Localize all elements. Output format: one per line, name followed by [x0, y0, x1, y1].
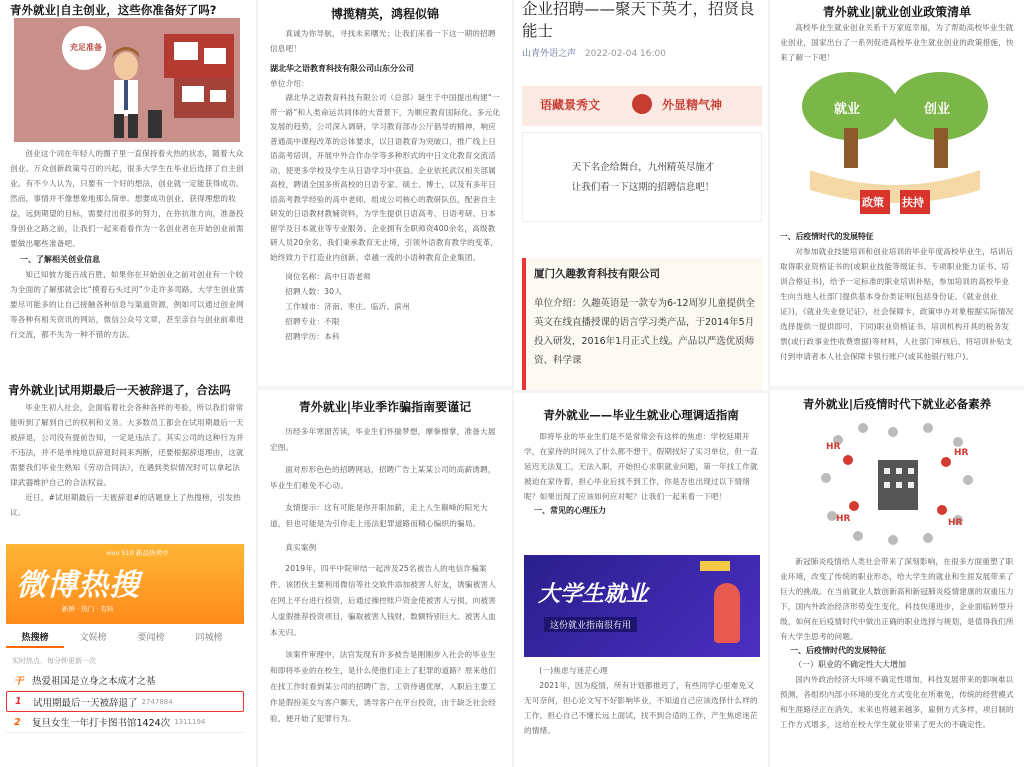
- emblem-icon: [632, 94, 652, 114]
- article-paragraph: 近日，#试用期最后一天被辞退#的话题登上了热搜榜，引发热议。: [10, 493, 241, 517]
- job-title: 岗位名称：高中日语老师: [285, 272, 371, 281]
- banner-right: 外显精气神: [662, 98, 723, 112]
- slogan-banner: [522, 86, 762, 126]
- hr-label: HR: [948, 518, 963, 528]
- banner-title: 大学生就业: [538, 582, 649, 607]
- job-major: 招聘专业：不限: [285, 317, 340, 326]
- company-name: 厦门久趣教育科技有限公司: [534, 268, 660, 280]
- rank-number: 2: [14, 716, 21, 728]
- section-heading: 一、后疫情时代的发展特征: [780, 232, 874, 241]
- policy-trees-illustration: [790, 66, 1000, 226]
- hot-search-text: 复旦女生一年打卡图书馆1424次: [32, 718, 171, 729]
- article-psychology: [514, 393, 768, 767]
- hot-search-text: 热爱祖国是立身之本成才之基: [32, 676, 156, 687]
- weibo-hot-search-screenshot: [6, 544, 244, 767]
- rank-number: 干: [14, 676, 24, 687]
- tree-label: 创业: [924, 102, 951, 117]
- article-policy-list: [770, 0, 1024, 386]
- hot-search-tabs: [6, 630, 244, 648]
- article-title[interactable]: 青外就业|自主创业，这些你准备好了吗?: [10, 3, 217, 17]
- tree-label: 就业: [834, 102, 861, 117]
- article-title[interactable]: 企业招聘——聚天下英才，招贤良能士: [522, 0, 755, 40]
- source-account[interactable]: 山青外语之声: [522, 49, 577, 59]
- hot-search-item[interactable]: [6, 670, 244, 691]
- article-scam-guide: [258, 390, 512, 767]
- lamp-icon: [700, 561, 730, 571]
- badge-label: 政策: [862, 196, 884, 209]
- case-heading: 真实案例: [285, 543, 317, 552]
- job-count: 招聘人数：30人: [285, 287, 343, 296]
- hr-network-illustration: [818, 420, 978, 548]
- section-heading: 一、常见的心理压力: [534, 506, 606, 515]
- weibo-banner: [6, 544, 244, 624]
- article-paragraph: 对参加就业技能培训和创业培训的毕业年度高校毕业生，培训后取得职业资格证书的(或职业技能等级证书、专项职业能力证书、培训合格证书)，给予一定标准的职业培训补贴，参加培训的高校毕业生向当地人社部门提供基本身份类证明(包括身份证、《就业创业证》)，《就业失业登记证》，社会保障卡，政策申办对象根据实际情况选择提供一提供即可，下同)职业资格证书，培训机构开具的税务发票(或行政事业性收费票据)等材料，人社部门审核后，将培训补贴支付到申请者本人社会保障卡银行账户(或其他银行账户)。: [780, 247, 1014, 361]
- article-title[interactable]: 博揽精英，鸿程似锦: [330, 7, 439, 21]
- article-paragraph: 新冠肺炎疫情给人类社会带来了深刻影响，在很多方面重塑了职业环境，改变了传统的职业形态，给大学生的就业和生涯发展带来了巨大的挑战。在当前就业人数创新高和新冠肺炎疫情建康的双重压力下，国内外政治经济形势变生变化，科技快速进步，企业面临转型升级，如何在后疫情时代中做出正确的职业选择与规划，是值得我们所有大学生思考的问题。: [780, 557, 1014, 641]
- hot-search-count: 1311194: [174, 718, 206, 726]
- weibo-tagline: 新鲜 · 热门 · 有料: [62, 605, 114, 613]
- article-title[interactable]: 青外就业|试用期最后一天被辞退了，合法吗: [8, 383, 231, 397]
- section-subheading: (一)焦虑与迷茫心理: [539, 666, 608, 675]
- section-heading: 一、了解相关创业信息: [20, 255, 100, 264]
- tab-hot[interactable]: 热搜榜: [6, 630, 64, 648]
- hr-label: HR: [836, 514, 851, 524]
- article-probation: [0, 380, 256, 767]
- hot-search-item[interactable]: [6, 712, 244, 733]
- article-paragraph: 即将毕业的毕业生们是不是常常会有这样的焦虑：学校延期开学，在家待的时间久了什么都不想干，假期找好了实习单位，但一直延迟无法复工，无法入职，开始担心求职就业问题，第一年找工作就被迫在家待着，担心毕业后找不到工作，你是否也出现过以下情绪呢？如果出现了应该如何应对呢？让我们一起来看一下吧！: [524, 432, 758, 501]
- ad-text: vivo S10 新品热卖中: [106, 549, 169, 557]
- hr-label: HR: [826, 442, 841, 452]
- article-entrepreneurship: [0, 0, 256, 380]
- hot-search-count: 2747884: [141, 697, 173, 706]
- article-paragraph: 2021年，因为疫情，所有计划都推迟了，有些同学心里难免又无可奈何，担心论文写不好影响毕业，不知道自己应该选择什么样的工作，担心自己不懂长远上面试，找不到合适的工作，产生焦虑迷茫的情绪。: [524, 681, 758, 735]
- banner-subtitle: 这份就业指南很有用: [544, 617, 637, 632]
- article-paragraph: 该案件审理中，法官发现有许多被告是刚刚步入社会的毕业生和即将毕业的在校生，是什么使他们走上了犯罪的道路？原来他们在找工作时看到某公司的招聘广告，工资待遇优厚，入职后主要工作是假扮美女与客户聊天，诱导客户在平台投资，由于缺乏社会经验，便开始了犯罪行为。: [270, 650, 497, 723]
- article-title[interactable]: 青外就业|就业创业政策清单: [822, 5, 972, 19]
- job-degree: 招聘学历：本科: [285, 332, 340, 341]
- slogan-line: 让我们看一下这期的招聘信息吧！: [571, 182, 715, 193]
- article-intro: 高校毕业生就业创业关系千万家庭幸福，为了帮助高校毕业生就业创业，国家出台了一系列促进高校毕业生就业创业的政策措施，快来了解一下吧！: [780, 23, 1014, 62]
- badge-label: 扶持: [902, 196, 924, 209]
- hr-label: HR: [954, 448, 969, 458]
- tab-news[interactable]: 要闻榜: [137, 633, 165, 643]
- section-subheading: （一）职业的不确定性大大增加: [794, 660, 906, 669]
- article-paragraph: 历经多年寒窗苦读，毕业生们怀揣梦想，摩拳擦掌，准备大展宏图。: [270, 427, 496, 452]
- article-paragraph: 面对形形色色的招聘网站，招聘广告上某某公司的高薪诱聘，毕业生们难免不心动。: [270, 465, 496, 490]
- article-recruit-jiuqu: [514, 0, 768, 390]
- tab-local[interactable]: 同城榜: [195, 633, 223, 643]
- article-paragraph: 友情提示：这有可能是你开职加薪，走上人生巅峰的阳光大道，但也可能是为引你走上违法犯罪道路而精心编织的骗局。: [270, 503, 488, 528]
- job-city: 工作城市：济南、枣庄、临沂、滨州: [285, 302, 410, 311]
- slogan-card: [522, 132, 762, 222]
- article-paragraph: 知己知彼方能百战百胜，如果你在开始创业之前对创业有一个较为全面的了解那就会比“摸着石头过河”少走许多弯路。大学生创业需要尽可能多的让自己接触各种信息与渠道资源，例如可以通过创业网等各种有相关资讯的网站，微信公众号文章，甚至亲自与创业前辈进行交流，都不失为一种不错的方法。: [10, 270, 245, 339]
- hot-search-item[interactable]: [6, 691, 244, 712]
- company-intro: 单位介绍：久趣英语是一款专为6-12周岁儿童提供全英文在线直播授课的语言学习类产品，于2014年5月投入研发，2016年1月正式上线。产品以严选优质师资、科学课: [534, 298, 756, 366]
- article-paragraph: 创业这个词在年轻人的圈子里一直保持着火热的状态，随着大众创业、万众创新政策号召的兴起，很多大学生在毕业后选择了自主创业。有不少人认为，只要有一个好的想法，创业就一定能获得成功。然而，事情并不像想象地那么简单。想要成功创业，获得理想的收益，远到期望的目标，需要付出很多的努力，在你抗准方向，准备投身创业之路之前，让我们一起来看看作为一名创业者在开始创业前需要做出哪些准备吧。: [10, 149, 244, 248]
- company-description: 湖北华之语教育科技有限公司（总部）诞生于中国提出构建“一带一路”和人类命运共同体的大背景下，为顺应教育国际化、多元化发展的趋势，公司深入调研，学习教育部办公厅倡导的精神，响应普通高中课程改革的总体要求，以日语教育为突破口，推广线上日语高考培训，开展中外合作办学等多种形式的中日文化教育交流活动，使更多学校及学生从日语学习中获益。企业依托武汉相关部属高校，聘请全国多所高校的日语专家、硕士、博士，以及有多年日语高考教学经验的高中老师，组成公司核心的教研队伍，配套自主研发的日语教材教辅资料，为学生提供日语高考、日语考研、日本留学及日本就业等专业服务。企业拥有全职师资400余名，高级教研人员20余名，我们秉承教育无止境，引领外语教育教学的变革，始终致力于打造业内创新、卓越一流的小语种教育企业集团。: [270, 93, 501, 262]
- entrepreneur-illustration: [14, 18, 240, 142]
- weibo-logo: 微博热搜: [16, 568, 140, 603]
- hot-search-text: 试用期最后一天被辞退了: [33, 697, 138, 709]
- section-heading: 一、后疫情时代的发展特征: [790, 646, 886, 655]
- company-card: [522, 258, 762, 390]
- article-post-pandemic: [770, 390, 1024, 767]
- article-intro: 真诚为你导航，寻找未来曙光；让我们来看一下这一期的招聘信息吧！: [270, 29, 496, 53]
- tab-entertainment[interactable]: 文娱榜: [79, 633, 107, 643]
- illustration-caption: 充足准备: [70, 43, 102, 52]
- article-recruit-japanese: [258, 0, 512, 386]
- article-title[interactable]: 青外就业|后疫情时代下就业必备素养: [802, 397, 992, 411]
- employment-guide-banner: [524, 555, 760, 657]
- update-note: 实时热点，每分钟更新一次: [12, 657, 96, 665]
- rank-number: 1: [15, 696, 22, 707]
- article-meta: [522, 46, 666, 59]
- article-paragraph: 毕业生初入社会，会面临着社会各种各样的考验，所以我们常常能听到了解到自己的权利和义务。大多数员工都会在试用期最后一天被辞退，公司没有提前告知，一定是违法了。其实公司的这种行为并不违法，并不是单纯地以辞退时间来判断，还要根据辞退理由，这就需要我们毕业生熟知《劳动合同法》，在遇到类似情况时可以拿起法律武器维护自己的合法权益。: [10, 403, 244, 487]
- slogan-line: 天下名企给舞台，九州精英尽施才: [571, 162, 715, 173]
- student-figure-icon: [714, 583, 740, 643]
- article-paragraph: 2019年，四平中院审结一起涉及25名被告人的电信诈骗案件。该团伙主要利用微信等社交软件添加被害人好友，诱骗被害人在网上平台进行投资，后通过操控账户资金使被害人亏损，向被害人虚假推荐投资项目，骗取被害人钱财，数额特别巨大。被害人血本无归。: [270, 564, 497, 637]
- article-paragraph: 国内外政治经济大环境不确定性增加，科技发展带来的影响难以预测，各组织内部小环境的变化方式变化在所难免，传统的经营模式和生涯路径正在消失，未来也将越来越多，雇佣方式多样，项目制的工作方式增多，这给在校大学生就业带来了更大的不确定性。: [780, 675, 1014, 729]
- article-title[interactable]: 青外就业——毕业生就业心理调适指南: [543, 408, 739, 422]
- banner-left: 语藏景秀文: [540, 98, 601, 112]
- company-name: 湖北华之语教育科技有限公司山东分公司: [270, 64, 414, 73]
- article-title[interactable]: 青外就业|毕业季诈骗指南要谨记: [298, 400, 472, 414]
- publish-date: 2022-02-04 16:00: [584, 49, 666, 59]
- unit-label: 单位介绍：: [270, 79, 309, 88]
